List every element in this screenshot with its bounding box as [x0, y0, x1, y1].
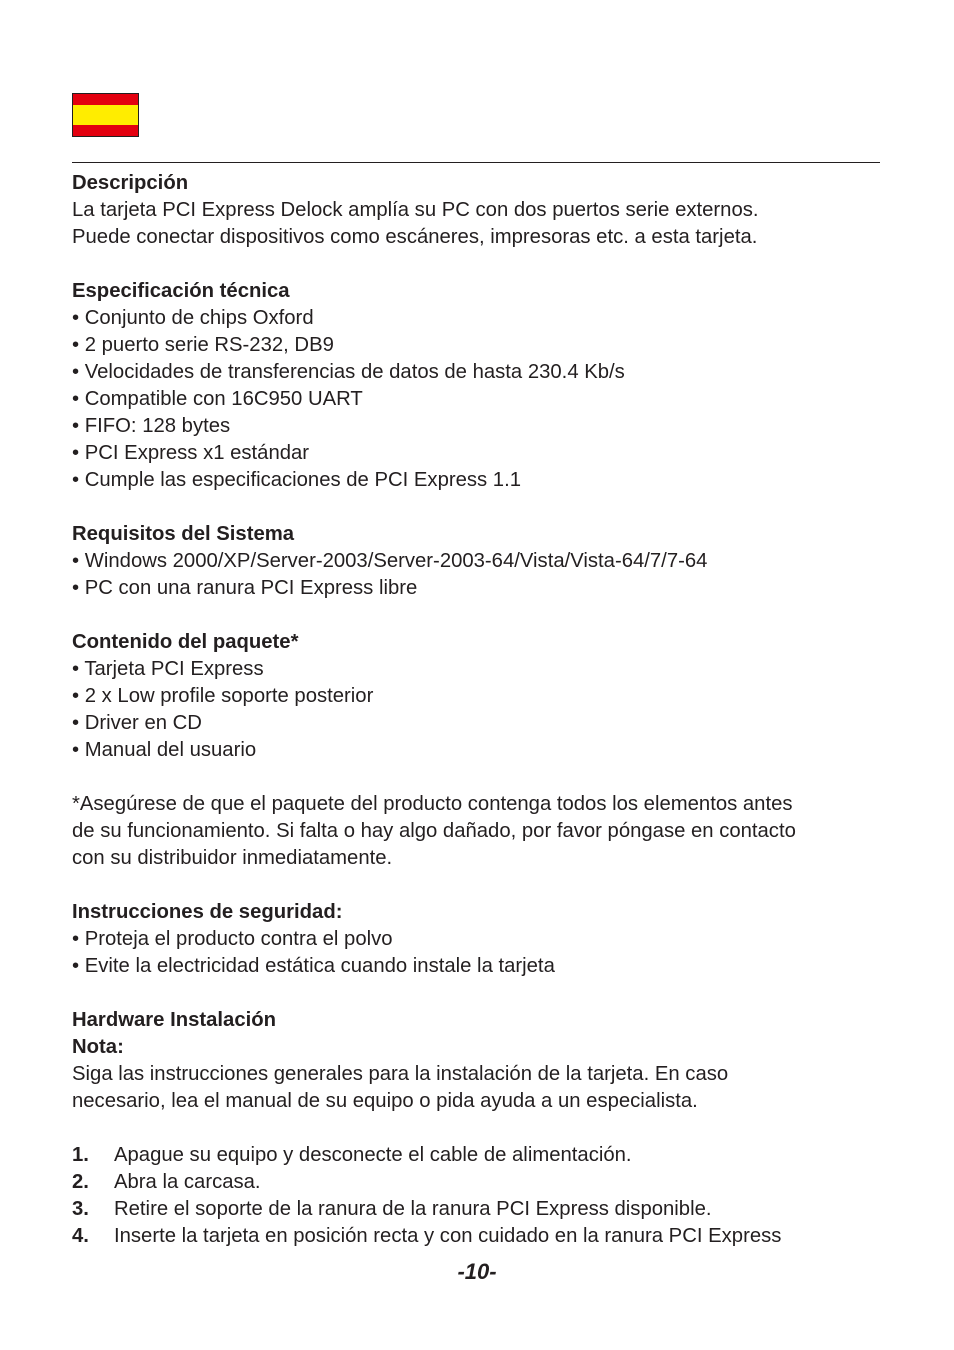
spacer [72, 872, 884, 899]
safety-section [72, 899, 884, 980]
spec-item: • PCI Express x1 estándar [72, 442, 310, 464]
package-item: • Driver en CD [72, 712, 202, 734]
spec-item: • Velocidades de transferencias de datos de hasta 230.4 Kb/s [72, 361, 625, 383]
spec-item: • Conjunto de chips Oxford [72, 307, 314, 329]
step-number: 3. [72, 1198, 89, 1220]
spacer [72, 602, 884, 629]
hardware-note-line: Siga las instrucciones generales para la instalación de la tarjeta. En caso [72, 1063, 729, 1085]
requirements-section [72, 521, 884, 602]
spacer [72, 980, 884, 1007]
spain-flag-icon [72, 93, 139, 137]
step-number: 1. [72, 1144, 89, 1166]
description-line: La tarjeta PCI Express Delock amplía su PC con dos puertos serie externos. [72, 199, 759, 221]
flag-stripe-bottom [73, 125, 138, 136]
package-item: • 2 x Low profile soporte posterior [72, 685, 374, 707]
step-number: 4. [72, 1225, 89, 1247]
requirements-heading: Requisitos del Sistema [72, 523, 295, 545]
hardware-heading: Hardware Instalación [72, 1009, 277, 1031]
hardware-section [72, 1007, 884, 1250]
header-divider [72, 162, 880, 163]
install-step [72, 1142, 884, 1169]
spec-item: • FIFO: 128 bytes [72, 415, 231, 437]
safety-item: • Proteja el producto contra el polvo [72, 928, 393, 950]
flag-stripe-top [73, 94, 138, 105]
hardware-note-heading: Nota: [72, 1036, 124, 1058]
spacer [72, 1115, 884, 1142]
safety-heading: Instrucciones de seguridad: [72, 901, 343, 923]
safety-item: • Evite la electricidad estática cuando instale la tarjeta [72, 955, 555, 977]
flag-stripe-middle [73, 105, 138, 125]
spacer [72, 494, 884, 521]
requirements-item: • PC con una ranura PCI Express libre [72, 577, 418, 599]
install-step [72, 1223, 884, 1250]
step-text: Abra la carcasa. [114, 1171, 261, 1193]
install-step [72, 1169, 884, 1196]
page-number: -10- [457, 1259, 497, 1284]
package-note-line: *Asegúrese de que el paquete del producto contenga todos los elementos antes [72, 793, 793, 815]
package-note-line: con su distribuidor inmediatamente. [72, 847, 393, 869]
spec-section [72, 278, 884, 494]
spec-item: • 2 puerto serie RS-232, DB9 [72, 334, 334, 356]
description-line: Puede conectar dispositivos como escáneres, impresoras etc. a esta tarjeta. [72, 226, 758, 248]
package-item: • Manual del usuario [72, 739, 257, 761]
description-section [72, 170, 884, 251]
hardware-note-line: necesario, lea el manual de su equipo o pida ayuda a un especialista. [72, 1090, 698, 1112]
spacer [72, 251, 884, 278]
spec-item: • Compatible con 16C950 UART [72, 388, 363, 410]
package-item: • Tarjeta PCI Express [72, 658, 264, 680]
package-note-line: de su funcionamiento. Si falta o hay algo dañado, por favor póngase en contacto [72, 820, 796, 842]
spacer [72, 764, 884, 791]
package-section [72, 629, 884, 872]
step-text: Apague su equipo y desconecte el cable de alimentación. [114, 1144, 632, 1166]
step-text: Retire el soporte de la ranura de la ranura PCI Express disponible. [114, 1198, 712, 1220]
spec-item: • Cumple las especificaciones de PCI Express 1.1 [72, 469, 521, 491]
spec-heading: Especificación técnica [72, 280, 290, 302]
document-body [72, 170, 884, 1250]
requirements-item: • Windows 2000/XP/Server-2003/Server-2003-64/Vista/Vista-64/7/7-64 [72, 550, 708, 572]
step-number: 2. [72, 1171, 89, 1193]
install-step [72, 1196, 884, 1223]
package-heading: Contenido del paquete* [72, 631, 299, 653]
step-text: Inserte la tarjeta en posición recta y con cuidado en la ranura PCI Express [114, 1225, 782, 1247]
description-heading: Descripción [72, 172, 189, 194]
